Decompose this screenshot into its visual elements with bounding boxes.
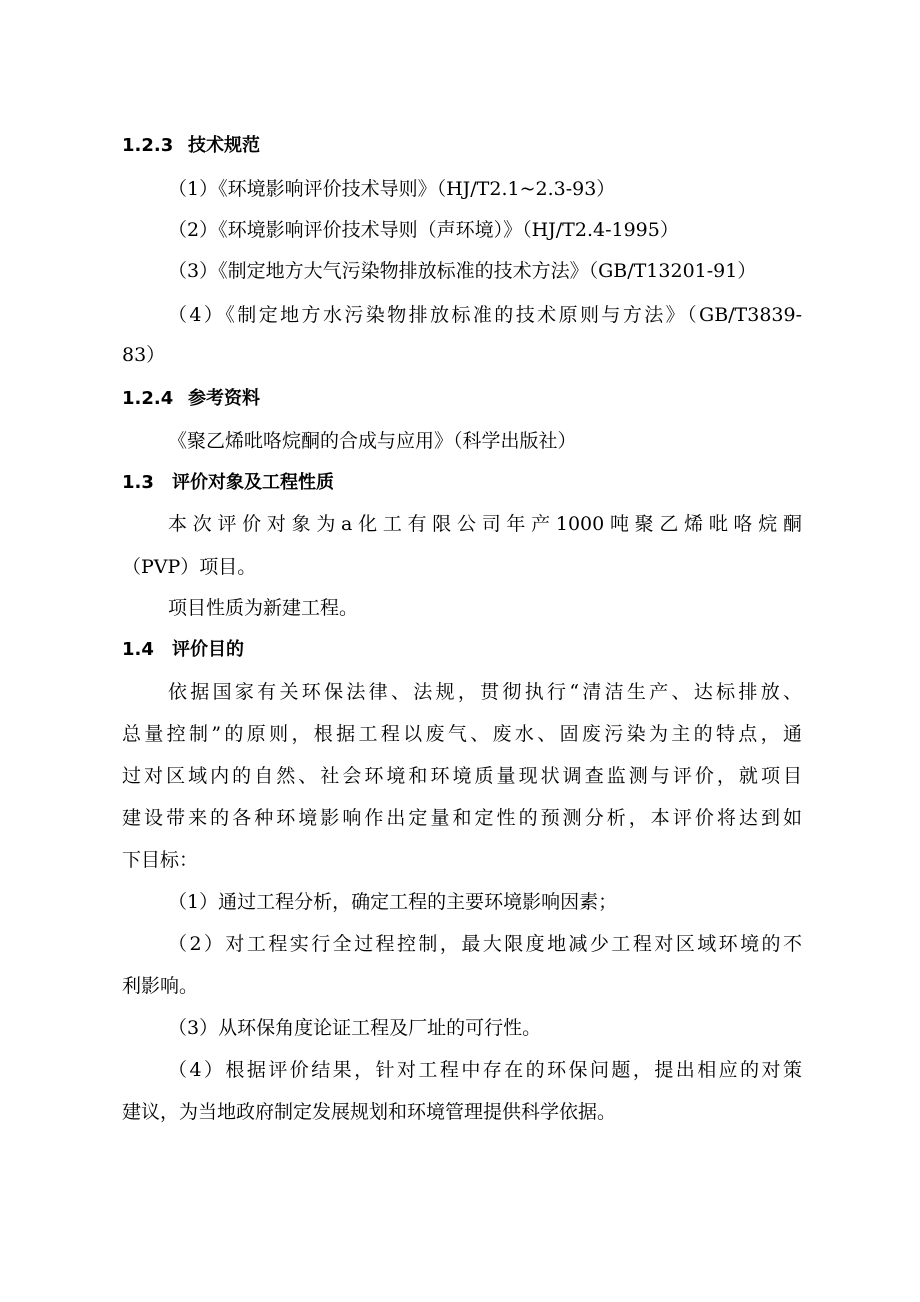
purpose-intro-line-2: 总量控制”的原则，根据工程以废气、废水、固废污染为主的特点，通 [122,723,802,745]
section-heading-1-2-4 [122,386,802,412]
section-number: 1.2.4 [122,388,174,409]
section-heading-1-4 [122,637,802,663]
purpose-intro-line-3: 过对区域内的自然、社会环境和环境质量现状调查监测与评价，就项目 [122,765,802,787]
goal-item-2-cont: 利影响。 [122,975,199,997]
goal-item-2: （2）对工程实行全过程控制，最大限度地减少工程对区域环境的不 [168,933,802,955]
goal-item-4-cont: 建议，为当地政府制定发展规划和环境管理提供科学依据。 [122,1101,617,1123]
section-number: 1.3 [122,472,154,493]
object-paragraph-line-2: （PVP）项目。 [122,556,257,578]
reference-item-1: 《聚乙烯吡咯烷酮的合成与应用》（科学出版社） [168,430,577,452]
section-title: 参考资料 [188,388,260,409]
section-heading-1-2-3 [122,133,802,159]
purpose-intro-line-4: 建设带来的各种环境影响作出定量和定性的预测分析，本评价将达到如 [122,807,802,829]
purpose-intro-line-5: 下目标： [122,849,199,871]
standard-item-1: （1）《环境影响评价技术导则》（HJ/T2.1~2.3-93） [168,178,616,200]
object-paragraph-line-1: 本次评价对象为a化工有限公司年产1000吨聚乙烯吡咯烷酮 [168,513,802,535]
standard-item-3: （3）《制定地方大气污染物排放标准的技术方法》（GB/T13201-91） [168,260,757,282]
standard-item-2: （2）《环境影响评价技术导则（声环境）》（HJ/T2.4-1995） [168,219,679,241]
goal-item-1: （1）通过工程分析，确定工程的主要环境影响因素； [168,891,618,913]
section-number: 1.2.3 [122,135,174,156]
section-heading-1-3 [122,470,802,496]
purpose-intro-line-1: 依据国家有关环保法律、法规，贯彻执行“清洁生产、达标排放、 [168,681,802,703]
section-title: 评价对象及工程性质 [172,472,334,493]
goal-item-3: （3）从环保角度论证工程及厂址的可行性。 [168,1017,542,1039]
nature-paragraph: 项目性质为新建工程。 [168,597,359,619]
section-title: 评价目的 [172,639,244,660]
standard-item-4-cont: 83） [122,344,166,366]
standard-item-4: （4）《制定地方水污染物排放标准的技术原则与方法》（GB/T3839- [168,304,802,326]
goal-item-4: （4）根据评价结果，针对工程中存在的环保问题，提出相应的对策 [168,1059,802,1081]
section-title: 技术规范 [188,135,260,156]
section-number: 1.4 [122,639,154,660]
